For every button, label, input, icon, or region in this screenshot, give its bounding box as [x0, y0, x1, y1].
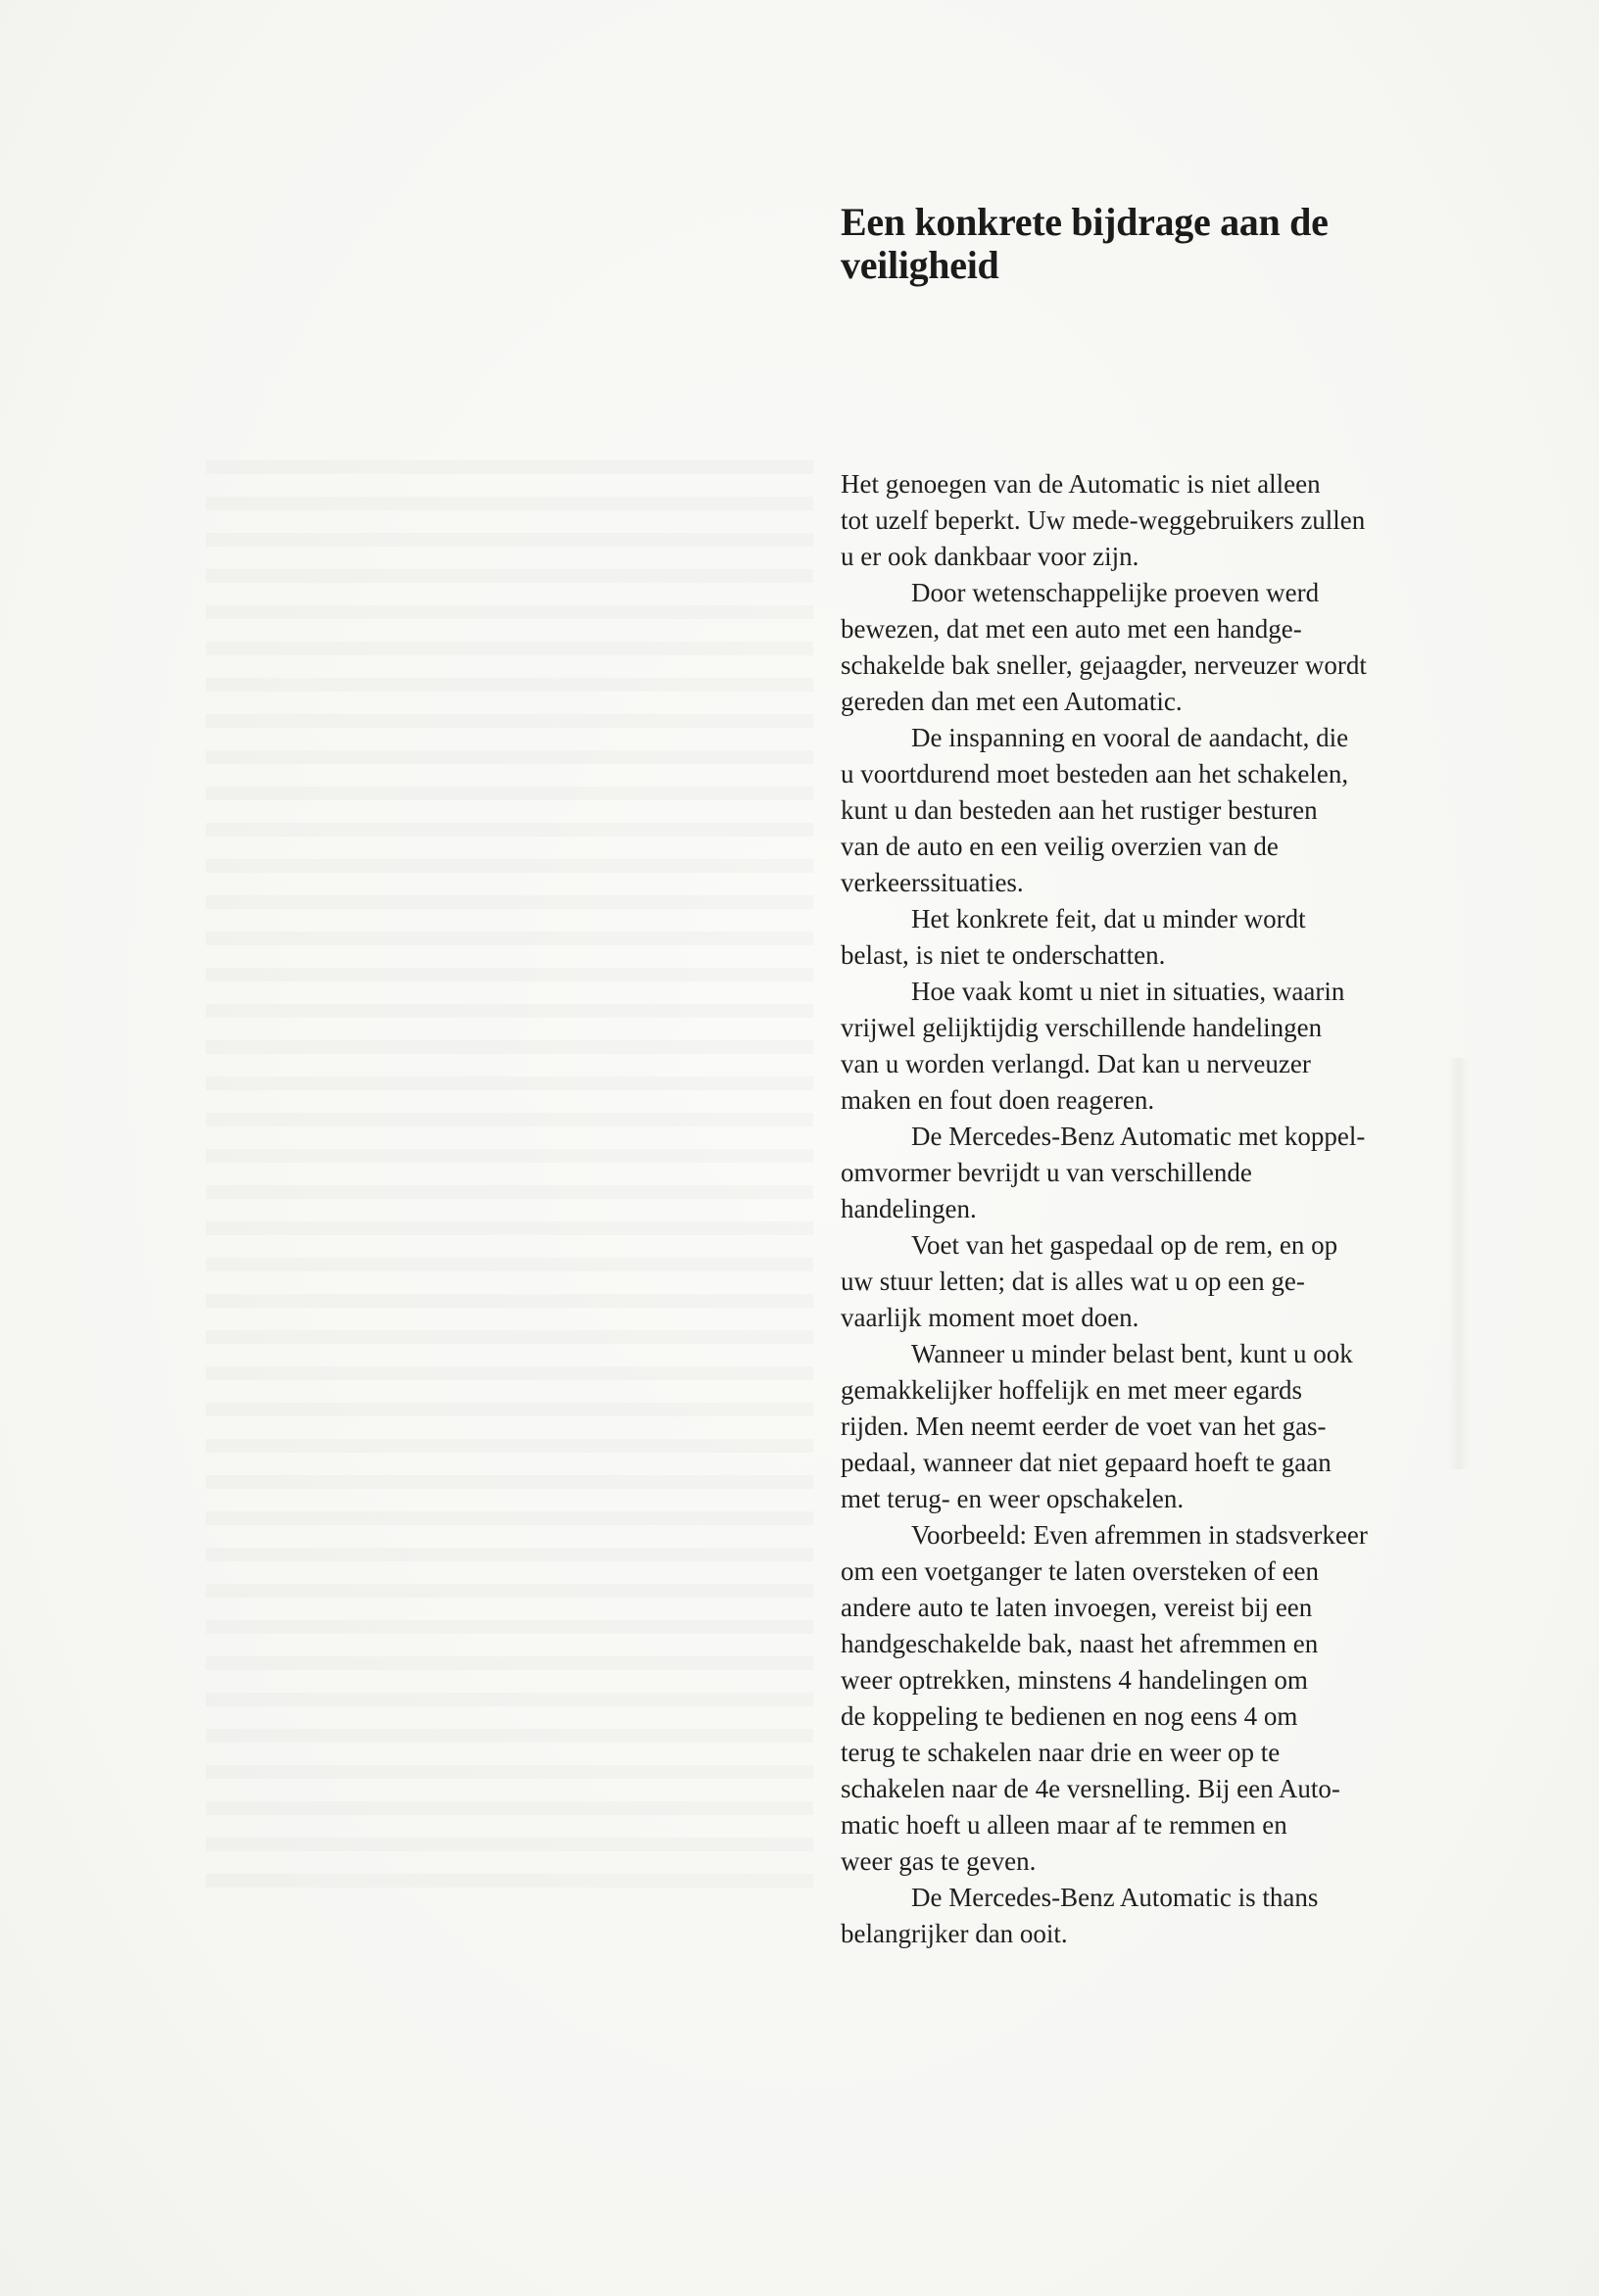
- body-line: andere auto te laten invoegen, vereist bij een: [841, 1593, 1313, 1622]
- body-line: u voortdurend moet besteden aan het schakelen,: [841, 759, 1349, 789]
- paper-shadow: [1448, 1058, 1470, 1469]
- body-line: u er ook dankbaar voor zijn.: [841, 542, 1139, 571]
- body-line: pedaal, wanneer dat niet gepaard hoeft te gaan: [841, 1448, 1332, 1477]
- body-line: schakelen naar de 4e versnelling. Bij een Auto-: [841, 1774, 1340, 1803]
- body-line: Hoe vaak komt u niet in situaties, waarin: [911, 977, 1345, 1006]
- body-line: om een voetganger te laten oversteken of een: [841, 1556, 1320, 1586]
- body-line: weer gas te geven.: [841, 1846, 1037, 1876]
- body-line: omvormer bevrijdt u van verschillende: [841, 1158, 1252, 1187]
- body-line: Wanneer u minder belast bent, kunt u ook: [911, 1339, 1353, 1368]
- body-line: kunt u dan besteden aan het rustiger besturen: [841, 795, 1318, 825]
- body-line: rijden. Men neemt eerder de voet van het gas-: [841, 1411, 1327, 1441]
- body-line: schakelde bak sneller, gejaagder, nerveuzer wordt: [841, 650, 1367, 680]
- body-line: de koppeling te bedienen en nog eens 4 om: [841, 1701, 1298, 1731]
- body-line: maken en fout doen reageren.: [841, 1085, 1155, 1115]
- body-line: uw stuur letten; dat is alles wat u op een ge-: [841, 1267, 1305, 1296]
- body-line: gemakkelijker hoffelijk en met meer egards: [841, 1375, 1303, 1405]
- body-line: van u worden verlangd. Dat kan u nerveuzer: [841, 1049, 1311, 1078]
- body-line: Voet van het gaspedaal op de rem, en op: [911, 1230, 1338, 1260]
- page-title: [841, 201, 1448, 287]
- body-line: De inspanning en vooral de aandacht, die: [911, 723, 1349, 752]
- body-line: De Mercedes-Benz Automatic met koppel-: [911, 1122, 1366, 1151]
- body-line: Het genoegen van de Automatic is niet alleen: [841, 469, 1321, 499]
- show-through-texture: [206, 460, 813, 1910]
- body-line: belast, is niet te onderschatten.: [841, 940, 1166, 970]
- body-line: Voorbeeld: Even afremmen in stadsverkeer: [911, 1520, 1368, 1550]
- body-line: vaarlijk moment moet doen.: [841, 1303, 1139, 1332]
- body-line: belangrijker dan ooit.: [841, 1919, 1068, 1948]
- body-line: gereden dan met een Automatic.: [841, 687, 1183, 716]
- title-line: Een konkrete bijdrage aan de: [841, 200, 1329, 244]
- body-line: De Mercedes-Benz Automatic is thans: [911, 1883, 1319, 1912]
- body-line: bewezen, dat met een auto met een handge-: [841, 614, 1302, 644]
- body-line: vrijwel gelijktijdig verschillende handelingen: [841, 1013, 1323, 1042]
- body-line: terug te schakelen naar drie en weer op te: [841, 1738, 1281, 1767]
- body-line: weer optrekken, minstens 4 handelingen om: [841, 1665, 1308, 1695]
- body-line: verkeerssituaties.: [841, 868, 1024, 897]
- body-line: van de auto en een veilig overzien van de: [841, 832, 1279, 861]
- body-line: Het konkrete feit, dat u minder wordt: [911, 904, 1306, 933]
- body-line: handgeschakelde bak, naast het afremmen en: [841, 1629, 1319, 1658]
- title-line: veiligheid: [841, 243, 999, 287]
- body-line: handelingen.: [841, 1194, 977, 1223]
- body-text: [841, 466, 1419, 1952]
- body-line: matic hoeft u alleen maar af te remmen en: [841, 1810, 1287, 1840]
- body-line: Door wetenschappelijke proeven werd: [911, 578, 1320, 607]
- body-line: tot uzelf beperkt. Uw mede-weggebruikers zullen: [841, 505, 1366, 535]
- body-line: met terug- en weer opschakelen.: [841, 1484, 1185, 1513]
